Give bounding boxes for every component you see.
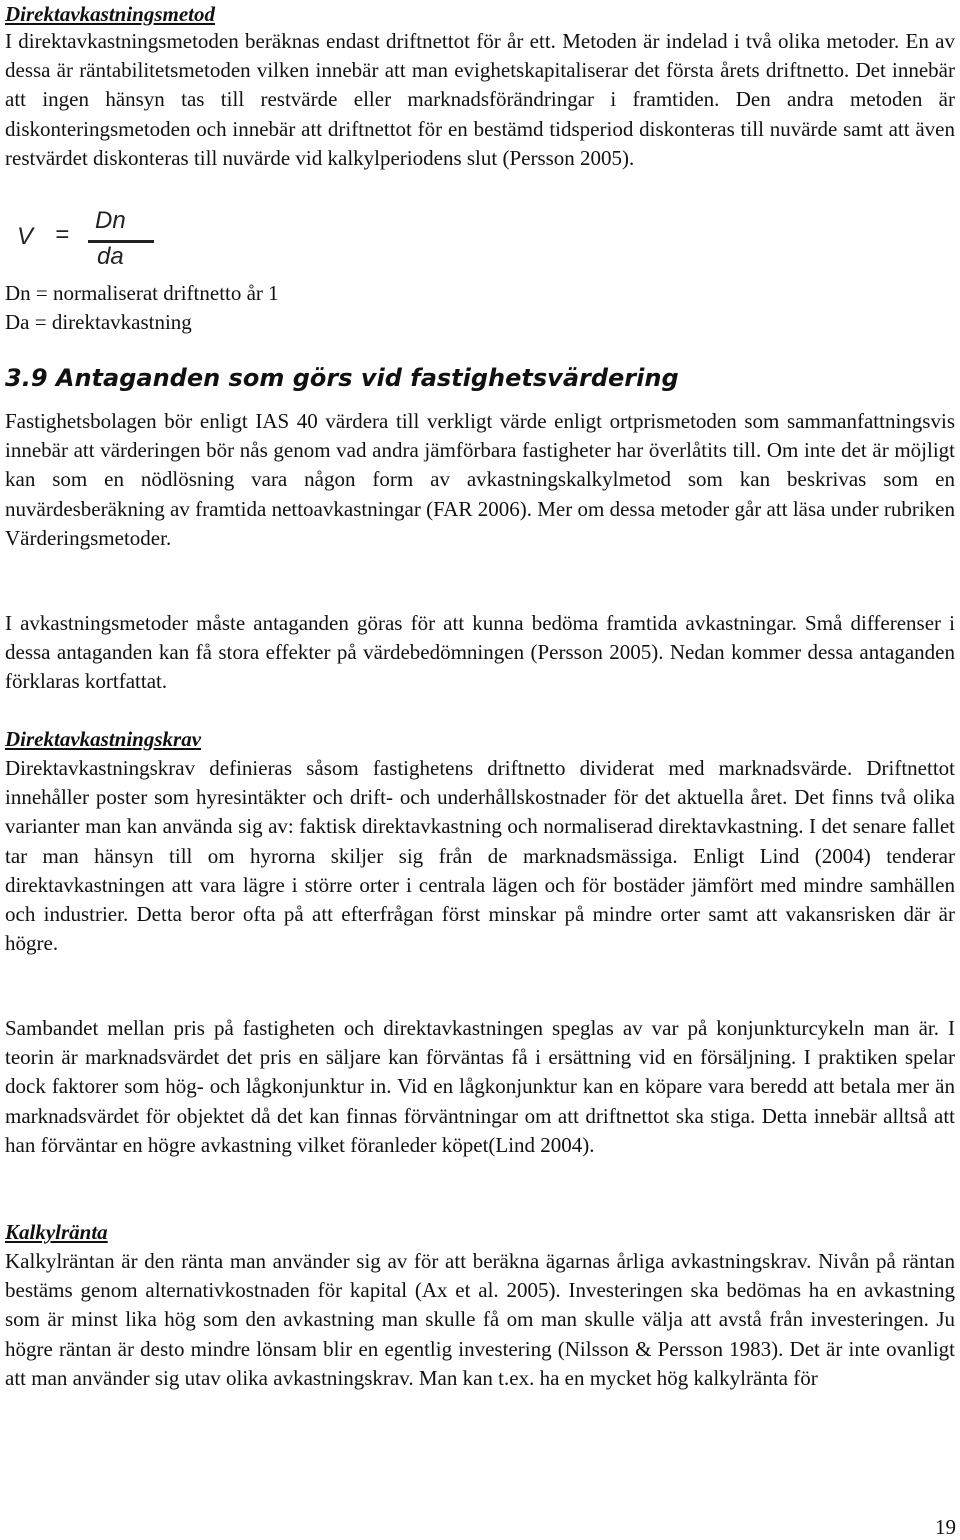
- section-heading-antaganden: 3.9 Antaganden som görs vid fastighetsvärdering: [5, 364, 679, 392]
- paragraph-direktavkastningsmetod: I direktavkastningsmetoden beräknas endast driftnettot för år ett. Metoden är indelad i två olika metoder. En av dessa är räntabilitetsmetoden vilken innebär att man evighetskapitaliserar det första årets driftnetto. Det innebär att ingen hänsyn tas till restvärde eller marknadsförändringar i framtiden. Den andra metoden är diskonteringsmetoden och innebär att driftnettot för en bestämd tidsperiod diskonteras till nuvärde samt att även restvärdet diskonteras till nuvärde vid kalkylperiodens slut (Persson 2005).: [5, 29, 955, 170]
- paragraph-direktavkastningskrav-2: Sambandet mellan pris på fastigheten och direktavkastningen speglas av var på konjunkturcykeln man är. I teorin är marknadsvärdet det pris en säljare kan förväntas få i ersättning vid en försäljning. I praktiken spelar dock faktorer som hög- och lågkonjunktur in. Vid en lågkonjunktur kan en köpare vara beredd att betala mer än marknadsvärdet för objektet då det kan finnas förväntningar om att driftnettot ska stiga. Detta innebär alltså att han förväntar en högre avkastning vilket föranleder köpet(Lind 2004).: [5, 1016, 955, 1157]
- paragraph-antaganden-2: I avkastningsmetoder måste antaganden göras för att kunna bedöma framtida avkastningar. Små differenser i dessa antaganden kan få stora effekter på värdebedömningen (Persson 2005). Nedan kommer dessa antaganden förklaras kortfattat.: [5, 611, 955, 694]
- formula-denominator: da: [97, 243, 124, 270]
- section-heading-kalkylranta: Kalkylränta: [5, 1220, 108, 1244]
- formula-numerator: Dn: [95, 207, 126, 234]
- definition-dn: Dn = normaliserat driftnetto år 1: [5, 281, 279, 305]
- paragraph-antaganden-1: Fastighetsbolagen bör enligt IAS 40 värdera till verkligt värde enligt ortprismetoden som sammanfattningsvis innebär att värderingen bör nås genom vad andra jämförbara fastigheter har överlåtits till. Om inte det är möjligt kan som en nödlösning vara någon form av avkastningskalkylmetod som kan beskrivas som en nuvärdesberäkning av framtida nettoavkastningar (FAR 2006). Mer om dessa metoder går att läsa under rubriken Värderingsmetoder.: [5, 409, 955, 550]
- section-heading-direktavkastningskrav: Direktavkastningskrav: [5, 727, 202, 751]
- formula-v-equals-dn-over-da: [15, 207, 155, 269]
- definition-da: Da = direktavkastning: [5, 310, 192, 334]
- formula-lhs: V: [17, 223, 34, 250]
- paragraph-direktavkastningskrav-1: Direktavkastningskrav definieras såsom fastighetens driftnetto dividerat med marknadsvärde. Driftnettot innehåller poster som hyresintäkter och drift- och underhållskostnader för det aktuella året. Det finns två olika varianter man kan använda sig av: faktisk direktavkastning och normaliserad direktavkastning. I det senare fallet tar man hänsyn till om hyrorna skiljer sig från de marknadsmässiga. Enligt Lind (2004) tenderar direktavkastningen att vara lägre i större orter i centrala lägen och för bostäder jämfört med mindre samhällen och industrier. Detta beror ofta på att efterfrågan först minskar på mindre orter samt att vakansrisken där är högre.: [5, 756, 955, 956]
- formula-equals: =: [55, 221, 70, 248]
- page-number: 19: [935, 1515, 956, 1539]
- section-heading-direktavkastningsmetod: Direktavkastningsmetod: [5, 2, 216, 26]
- paragraph-kalkylranta: Kalkylräntan är den ränta man använder sig av för att beräkna ägarnas årliga avkastningskrav. Nivån på räntan bestäms genom alternativkostnaden för kapital (Ax et al. 2005). Investeringen ska bedömas ha en avkastning som är minst lika hög som den avkastning man skulle få om man skulle välja att avstå från investeringen. Ju högre räntan är desto mindre lönsam blir en egentlig investering (Nilsson & Persson 1983). Det är inte ovanligt att man använder sig utav olika avkastningskrav. Man kan t.ex. ha en mycket hög kalkylränta för: [5, 1249, 955, 1390]
